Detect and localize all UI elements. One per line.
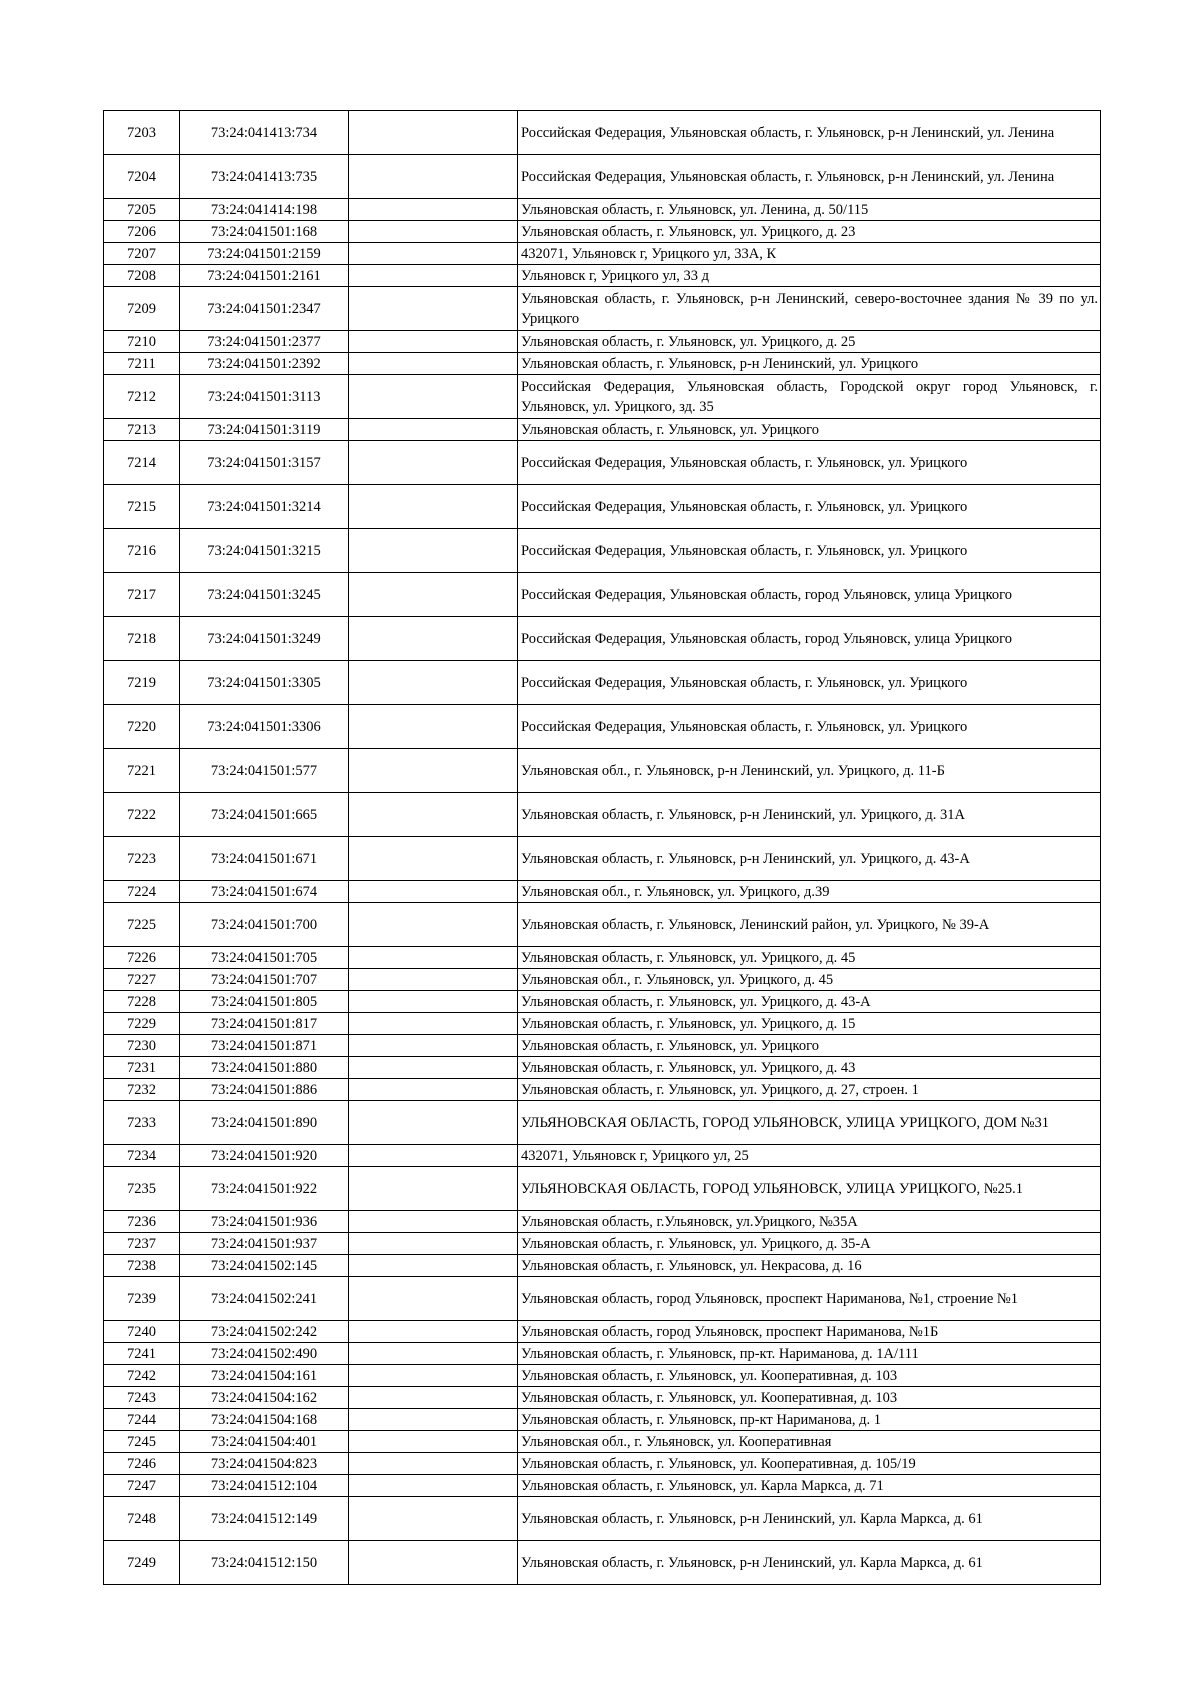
row-number-cell: 7228	[104, 991, 180, 1013]
table-row	[104, 1013, 1101, 1035]
table-row	[104, 1321, 1101, 1343]
empty-cell	[349, 199, 518, 221]
table-row	[104, 991, 1101, 1013]
address-cell: Ульяновская область, г. Ульяновск, ул. Урицкого, д. 27, строен. 1	[518, 1079, 1101, 1101]
empty-cell	[349, 1035, 518, 1057]
cadastral-number-cell: 73:24:041501:3215	[180, 529, 349, 573]
table-row	[104, 1211, 1101, 1233]
table-row	[104, 265, 1101, 287]
registry-table	[103, 110, 1101, 1585]
cadastral-number-cell: 73:24:041501:2392	[180, 353, 349, 375]
row-number-cell: 7235	[104, 1167, 180, 1211]
row-number-cell: 7207	[104, 243, 180, 265]
cadastral-number-cell: 73:24:041501:2161	[180, 265, 349, 287]
table-row	[104, 353, 1101, 375]
empty-cell	[349, 353, 518, 375]
empty-cell	[349, 1541, 518, 1585]
cadastral-number-cell: 73:24:041504:401	[180, 1431, 349, 1453]
address-cell: Ульяновская область, город Ульяновск, проспект Нариманова, №1Б	[518, 1321, 1101, 1343]
cadastral-number-cell: 73:24:041501:577	[180, 749, 349, 793]
row-number-cell: 7224	[104, 881, 180, 903]
table-row	[104, 243, 1101, 265]
empty-cell	[349, 1101, 518, 1145]
empty-cell	[349, 793, 518, 837]
empty-cell	[349, 221, 518, 243]
cadastral-number-cell: 73:24:041502:490	[180, 1343, 349, 1365]
address-cell: Ульяновская область, г. Ульяновск, пр-кт. Нариманова, д. 1А/111	[518, 1343, 1101, 1365]
table-row	[104, 1167, 1101, 1211]
row-number-cell: 7226	[104, 947, 180, 969]
empty-cell	[349, 1453, 518, 1475]
table-row	[104, 903, 1101, 947]
table-row	[104, 375, 1101, 419]
address-cell: Ульяновская область, г. Ульяновск, пр-кт Нариманова, д. 1	[518, 1409, 1101, 1431]
address-cell: Ульяновская область, г. Ульяновск, ул. Урицкого, д. 43-А	[518, 991, 1101, 1013]
cadastral-number-cell: 73:24:041501:168	[180, 221, 349, 243]
empty-cell	[349, 991, 518, 1013]
address-cell: Ульяновская область, г. Ульяновск, р-н Ленинский, ул. Урицкого	[518, 353, 1101, 375]
cadastral-number-cell: 73:24:041512:104	[180, 1475, 349, 1497]
row-number-cell: 7231	[104, 1057, 180, 1079]
cadastral-number-cell: 73:24:041512:150	[180, 1541, 349, 1585]
row-number-cell: 7213	[104, 419, 180, 441]
table-row	[104, 749, 1101, 793]
address-cell: 432071, Ульяновск г, Урицкого ул, 33А, К	[518, 243, 1101, 265]
empty-cell	[349, 485, 518, 529]
cadastral-number-cell: 73:24:041501:871	[180, 1035, 349, 1057]
empty-cell	[349, 705, 518, 749]
address-cell: Ульяновская область, г. Ульяновск, ул. Урицкого, д. 23	[518, 221, 1101, 243]
row-number-cell: 7203	[104, 111, 180, 155]
cadastral-number-cell: 73:24:041413:734	[180, 111, 349, 155]
address-cell: Ульяновская область, г. Ульяновск, ул. Ленина, д. 50/115	[518, 199, 1101, 221]
row-number-cell: 7216	[104, 529, 180, 573]
address-cell: Российская Федерация, Ульяновская область, г. Ульяновск, р-н Ленинский, ул. Ленина	[518, 111, 1101, 155]
cadastral-number-cell: 73:24:041501:936	[180, 1211, 349, 1233]
row-number-cell: 7221	[104, 749, 180, 793]
address-cell: Ульяновская обл., г. Ульяновск, ул. Урицкого, д. 45	[518, 969, 1101, 991]
cadastral-number-cell: 73:24:041501:805	[180, 991, 349, 1013]
address-cell: Ульяновская область, г. Ульяновск, р-н Ленинский, ул. Урицкого, д. 43-А	[518, 837, 1101, 881]
empty-cell	[349, 1145, 518, 1167]
empty-cell	[349, 749, 518, 793]
empty-cell	[349, 1365, 518, 1387]
row-number-cell: 7241	[104, 1343, 180, 1365]
row-number-cell: 7239	[104, 1277, 180, 1321]
row-number-cell: 7237	[104, 1233, 180, 1255]
empty-cell	[349, 1079, 518, 1101]
empty-cell	[349, 1475, 518, 1497]
address-cell: Ульяновская область, г. Ульяновск, ул. Урицкого, д. 15	[518, 1013, 1101, 1035]
empty-cell	[349, 1277, 518, 1321]
cadastral-number-cell: 73:24:041501:674	[180, 881, 349, 903]
cadastral-number-cell: 73:24:041501:3214	[180, 485, 349, 529]
address-cell: Ульяновская область, г. Ульяновск, ул. Урицкого	[518, 1035, 1101, 1057]
table-row	[104, 1365, 1101, 1387]
cadastral-number-cell: 73:24:041502:242	[180, 1321, 349, 1343]
row-number-cell: 7245	[104, 1431, 180, 1453]
cadastral-number-cell: 73:24:041501:3249	[180, 617, 349, 661]
cadastral-number-cell: 73:24:041501:3157	[180, 441, 349, 485]
address-cell: УЛЬЯНОВСКАЯ ОБЛАСТЬ, ГОРОД УЛЬЯНОВСК, УЛИЦА УРИЦКОГО, №25.1	[518, 1167, 1101, 1211]
cadastral-number-cell: 73:24:041502:241	[180, 1277, 349, 1321]
table-row	[104, 1409, 1101, 1431]
empty-cell	[349, 111, 518, 155]
registry-table-body	[104, 111, 1101, 1585]
empty-cell	[349, 155, 518, 199]
empty-cell	[349, 1431, 518, 1453]
address-cell: Ульяновская область, г. Ульяновск, ул. Урицкого, д. 43	[518, 1057, 1101, 1079]
cadastral-number-cell: 73:24:041501:890	[180, 1101, 349, 1145]
empty-cell	[349, 331, 518, 353]
row-number-cell: 7206	[104, 221, 180, 243]
empty-cell	[349, 1387, 518, 1409]
cadastral-number-cell: 73:24:041501:3306	[180, 705, 349, 749]
table-row	[104, 1079, 1101, 1101]
row-number-cell: 7222	[104, 793, 180, 837]
address-cell: Ульяновская область, г. Ульяновск, ул. Урицкого	[518, 419, 1101, 441]
row-number-cell: 7218	[104, 617, 180, 661]
table-row	[104, 1431, 1101, 1453]
address-cell: Российская Федерация, Ульяновская область, г. Ульяновск, ул. Урицкого	[518, 485, 1101, 529]
cadastral-number-cell: 73:24:041501:920	[180, 1145, 349, 1167]
cadastral-number-cell: 73:24:041502:145	[180, 1255, 349, 1277]
cadastral-number-cell: 73:24:041501:700	[180, 903, 349, 947]
empty-cell	[349, 1409, 518, 1431]
cadastral-number-cell: 73:24:041501:3119	[180, 419, 349, 441]
address-cell: Российская Федерация, Ульяновская область, город Ульяновск, улица Урицкого	[518, 617, 1101, 661]
address-cell: Российская Федерация, Ульяновская область, г. Ульяновск, ул. Урицкого	[518, 705, 1101, 749]
row-number-cell: 7220	[104, 705, 180, 749]
address-cell: Ульяновская область, г. Ульяновск, р-н Ленинский, северо-восточнее здания № 39 по ул. Урицкого	[518, 287, 1101, 331]
table-row	[104, 287, 1101, 331]
cadastral-number-cell: 73:24:041501:671	[180, 837, 349, 881]
row-number-cell: 7212	[104, 375, 180, 419]
address-cell: Российская Федерация, Ульяновская область, г. Ульяновск, ул. Урицкого	[518, 661, 1101, 705]
cadastral-number-cell: 73:24:041501:2377	[180, 331, 349, 353]
cadastral-number-cell: 73:24:041504:161	[180, 1365, 349, 1387]
address-cell: Ульяновская область, г. Ульяновск, ул. Урицкого, д. 35-А	[518, 1233, 1101, 1255]
address-cell: 432071, Ульяновск г, Урицкого ул, 25	[518, 1145, 1101, 1167]
address-cell: Ульяновская область, г. Ульяновск, ул. Урицкого, д. 25	[518, 331, 1101, 353]
empty-cell	[349, 287, 518, 331]
empty-cell	[349, 947, 518, 969]
cadastral-number-cell: 73:24:041501:817	[180, 1013, 349, 1035]
table-row	[104, 947, 1101, 969]
row-number-cell: 7230	[104, 1035, 180, 1057]
address-cell: Российская Федерация, Ульяновская область, Городской округ город Ульяновск, г. Ульяновск, ул. Урицкого, зд. 35	[518, 375, 1101, 419]
empty-cell	[349, 1013, 518, 1035]
address-cell: Ульяновская обл., г. Ульяновск, ул. Урицкого, д.39	[518, 881, 1101, 903]
cadastral-number-cell: 73:24:041501:665	[180, 793, 349, 837]
row-number-cell: 7223	[104, 837, 180, 881]
cadastral-number-cell: 73:24:041501:2159	[180, 243, 349, 265]
row-number-cell: 7225	[104, 903, 180, 947]
address-cell: Ульяновская область, г. Ульяновск, ул. Карла Маркса, д. 71	[518, 1475, 1101, 1497]
table-row	[104, 221, 1101, 243]
table-row	[104, 1497, 1101, 1541]
table-row	[104, 155, 1101, 199]
address-cell: Ульяновская область, г. Ульяновск, р-н Ленинский, ул. Карла Маркса, д. 61	[518, 1541, 1101, 1585]
cadastral-number-cell: 73:24:041501:886	[180, 1079, 349, 1101]
empty-cell	[349, 1211, 518, 1233]
row-number-cell: 7238	[104, 1255, 180, 1277]
table-row	[104, 419, 1101, 441]
table-row	[104, 1255, 1101, 1277]
table-row	[104, 1475, 1101, 1497]
row-number-cell: 7242	[104, 1365, 180, 1387]
table-row	[104, 331, 1101, 353]
table-row	[104, 441, 1101, 485]
address-cell: Ульяновская область, город Ульяновск, проспект Нариманова, №1, строение №1	[518, 1277, 1101, 1321]
empty-cell	[349, 903, 518, 947]
cadastral-number-cell: 73:24:041504:823	[180, 1453, 349, 1475]
row-number-cell: 7232	[104, 1079, 180, 1101]
row-number-cell: 7215	[104, 485, 180, 529]
row-number-cell: 7209	[104, 287, 180, 331]
table-row	[104, 1453, 1101, 1475]
empty-cell	[349, 1343, 518, 1365]
table-row	[104, 705, 1101, 749]
row-number-cell: 7249	[104, 1541, 180, 1585]
empty-cell	[349, 1255, 518, 1277]
row-number-cell: 7246	[104, 1453, 180, 1475]
empty-cell	[349, 1233, 518, 1255]
empty-cell	[349, 969, 518, 991]
row-number-cell: 7240	[104, 1321, 180, 1343]
row-number-cell: 7205	[104, 199, 180, 221]
empty-cell	[349, 661, 518, 705]
table-row	[104, 573, 1101, 617]
table-row	[104, 1277, 1101, 1321]
empty-cell	[349, 529, 518, 573]
cadastral-number-cell: 73:24:041501:707	[180, 969, 349, 991]
row-number-cell: 7219	[104, 661, 180, 705]
cadastral-number-cell: 73:24:041414:198	[180, 199, 349, 221]
row-number-cell: 7208	[104, 265, 180, 287]
cadastral-number-cell: 73:24:041413:735	[180, 155, 349, 199]
address-cell: Ульяновская область, г. Ульяновск, ул. Некрасова, д. 16	[518, 1255, 1101, 1277]
empty-cell	[349, 441, 518, 485]
table-row	[104, 529, 1101, 573]
empty-cell	[349, 243, 518, 265]
address-cell: Ульяновская обл., г. Ульяновск, ул. Кооперативная	[518, 1431, 1101, 1453]
table-row	[104, 1233, 1101, 1255]
address-cell: Российская Федерация, Ульяновская область, г. Ульяновск, ул. Урицкого	[518, 441, 1101, 485]
row-number-cell: 7210	[104, 331, 180, 353]
address-cell: Ульяновская область, г. Ульяновск, р-н Ленинский, ул. Урицкого, д. 31А	[518, 793, 1101, 837]
empty-cell	[349, 1321, 518, 1343]
empty-cell	[349, 617, 518, 661]
cadastral-number-cell: 73:24:041501:3245	[180, 573, 349, 617]
address-cell: Ульяновская область, г.Ульяновск, ул.Урицкого, №35А	[518, 1211, 1101, 1233]
row-number-cell: 7247	[104, 1475, 180, 1497]
empty-cell	[349, 375, 518, 419]
empty-cell	[349, 837, 518, 881]
empty-cell	[349, 573, 518, 617]
row-number-cell: 7214	[104, 441, 180, 485]
row-number-cell: 7234	[104, 1145, 180, 1167]
table-row	[104, 969, 1101, 991]
cadastral-number-cell: 73:24:041501:705	[180, 947, 349, 969]
row-number-cell: 7204	[104, 155, 180, 199]
cadastral-number-cell: 73:24:041501:3305	[180, 661, 349, 705]
table-row	[104, 661, 1101, 705]
table-row	[104, 485, 1101, 529]
address-cell: Ульяновская область, г. Ульяновск, Ленинский район, ул. Урицкого, № 39-А	[518, 903, 1101, 947]
empty-cell	[349, 881, 518, 903]
table-row	[104, 1101, 1101, 1145]
table-row	[104, 199, 1101, 221]
address-cell: Российская Федерация, Ульяновская область, г. Ульяновск, ул. Урицкого	[518, 529, 1101, 573]
address-cell: Ульяновская область, г. Ульяновск, ул. Кооперативная, д. 105/19	[518, 1453, 1101, 1475]
table-row	[104, 1387, 1101, 1409]
cadastral-number-cell: 73:24:041501:937	[180, 1233, 349, 1255]
cadastral-number-cell: 73:24:041504:162	[180, 1387, 349, 1409]
address-cell: Ульяновская обл., г. Ульяновск, р-н Ленинский, ул. Урицкого, д. 11-Б	[518, 749, 1101, 793]
row-number-cell: 7244	[104, 1409, 180, 1431]
row-number-cell: 7217	[104, 573, 180, 617]
table-row	[104, 1541, 1101, 1585]
table-row	[104, 793, 1101, 837]
empty-cell	[349, 1497, 518, 1541]
address-cell: Ульяновская область, г. Ульяновск, ул. Кооперативная, д. 103	[518, 1387, 1101, 1409]
cadastral-number-cell: 73:24:041501:3113	[180, 375, 349, 419]
empty-cell	[349, 419, 518, 441]
row-number-cell: 7236	[104, 1211, 180, 1233]
cadastral-number-cell: 73:24:041512:149	[180, 1497, 349, 1541]
row-number-cell: 7229	[104, 1013, 180, 1035]
address-cell: Ульяновск г, Урицкого ул, 33 д	[518, 265, 1101, 287]
row-number-cell: 7243	[104, 1387, 180, 1409]
table-row	[104, 1035, 1101, 1057]
row-number-cell: 7233	[104, 1101, 180, 1145]
address-cell: Российская Федерация, Ульяновская область, город Ульяновск, улица Урицкого	[518, 573, 1101, 617]
table-row	[104, 1145, 1101, 1167]
row-number-cell: 7227	[104, 969, 180, 991]
address-cell: Российская Федерация, Ульяновская область, г. Ульяновск, р-н Ленинский, ул. Ленина	[518, 155, 1101, 199]
empty-cell	[349, 1167, 518, 1211]
address-cell: УЛЬЯНОВСКАЯ ОБЛАСТЬ, ГОРОД УЛЬЯНОВСК, УЛИЦА УРИЦКОГО, ДОМ №31	[518, 1101, 1101, 1145]
table-row	[104, 1343, 1101, 1365]
cadastral-number-cell: 73:24:041504:168	[180, 1409, 349, 1431]
table-row	[104, 111, 1101, 155]
table-row	[104, 837, 1101, 881]
cadastral-number-cell: 73:24:041501:880	[180, 1057, 349, 1079]
address-cell: Ульяновская область, г. Ульяновск, ул. Кооперативная, д. 103	[518, 1365, 1101, 1387]
cadastral-number-cell: 73:24:041501:922	[180, 1167, 349, 1211]
empty-cell	[349, 265, 518, 287]
table-row	[104, 1057, 1101, 1079]
row-number-cell: 7211	[104, 353, 180, 375]
address-cell: Ульяновская область, г. Ульяновск, р-н Ленинский, ул. Карла Маркса, д. 61	[518, 1497, 1101, 1541]
address-cell: Ульяновская область, г. Ульяновск, ул. Урицкого, д. 45	[518, 947, 1101, 969]
empty-cell	[349, 1057, 518, 1079]
table-row	[104, 617, 1101, 661]
table-row	[104, 881, 1101, 903]
cadastral-number-cell: 73:24:041501:2347	[180, 287, 349, 331]
row-number-cell: 7248	[104, 1497, 180, 1541]
